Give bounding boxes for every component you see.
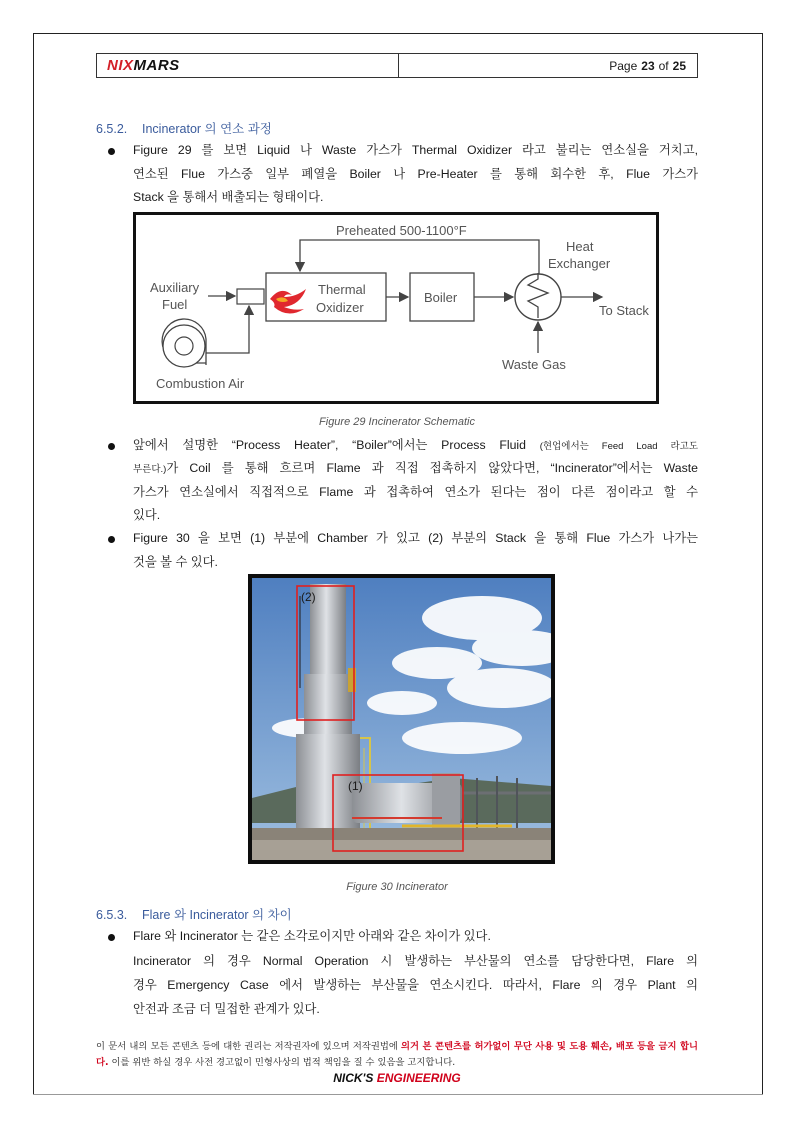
paragraph-bullet-2-line-4: 있다. bbox=[133, 508, 161, 522]
label-1: (1) bbox=[348, 779, 363, 793]
page-border-bottom bbox=[33, 1094, 763, 1095]
boiler-label: Boiler bbox=[424, 290, 458, 305]
section-heading-6-5-3 bbox=[96, 905, 292, 923]
brand-part-2: ENGINEERING bbox=[376, 1071, 461, 1085]
fan-icon bbox=[162, 319, 206, 367]
preheated-loop-arrow bbox=[300, 240, 539, 275]
fuel-label: Fuel bbox=[162, 297, 188, 312]
burner-nozzle bbox=[237, 289, 264, 304]
page-border-top bbox=[33, 33, 763, 34]
page-border-right bbox=[762, 33, 763, 1095]
paragraph-bullet-1-line-3: Stack 을 통해서 배출되는 형태이다. bbox=[133, 190, 324, 204]
page-label: Page bbox=[609, 58, 638, 73]
section-number: 6.5.2. bbox=[96, 122, 128, 136]
bullet-dot bbox=[108, 443, 115, 450]
heat-exchanger-icon bbox=[515, 273, 561, 320]
paragraph-section-2-line-3: 안전과 조금 더 밀접한 관계가 있다. bbox=[133, 1002, 320, 1016]
heat-label: Heat bbox=[566, 239, 594, 254]
copyright-notice bbox=[96, 1039, 698, 1071]
copyright-warning-b: 등을 금지 합니다. bbox=[96, 1041, 699, 1068]
section-title: Incinerator 의 연소 과정 bbox=[142, 122, 272, 136]
paragraph-bullet-1-line-1: Figure 29 를 보면 Liquid 나 Waste 가스가 Thermal Oxidizer 라고 불리는 연소실을 거치고, bbox=[133, 143, 698, 157]
footer-brand bbox=[96, 1071, 698, 1085]
paragraph-section-2-bullet: Flare 와 Incinerator 는 같은 소각로이지만 아래와 같은 차이가 있다. bbox=[133, 929, 491, 943]
incinerator-photo bbox=[248, 574, 555, 864]
incinerator-schematic-figure bbox=[133, 212, 659, 404]
page-border-left bbox=[33, 33, 34, 1095]
section-title: Flare 와 Incinerator 의 차이 bbox=[142, 908, 292, 922]
auxiliary-label: Auxiliary bbox=[150, 280, 200, 295]
incinerator-photo-illustration bbox=[252, 578, 551, 860]
waste-gas-label: Waste Gas bbox=[502, 357, 566, 372]
paragraph-bullet-2-line-3: 가스가 연소실에서 직접적으로 Flame 과 접촉하여 연소가 된다는 점이 다른 점이라고 할 수 bbox=[133, 485, 698, 499]
copyright-text-a: 이 문서 내의 모든 콘텐츠 등에 대한 권리는 저작권자에 있으며 저작권법에 bbox=[96, 1041, 402, 1052]
section-heading-6-5-2 bbox=[96, 119, 272, 137]
paragraph-section-2-line-2: 경우 Emergency Case 에서 발생하는 부산물을 연소시킨다. 따라서, Flare 의 경우 Plant 의 bbox=[133, 978, 698, 992]
combustion-air-label: Combustion Air bbox=[156, 376, 245, 391]
logo-cell bbox=[97, 54, 399, 77]
page-number bbox=[399, 54, 697, 77]
figure-30-caption: Figure 30 Incinerator bbox=[346, 881, 448, 893]
nixmars-logo: NIXMARS bbox=[107, 57, 180, 74]
combustion-air-arrow bbox=[206, 306, 249, 353]
bullet-2-text-b: 가 Coil 를 통해 흐르며 Flame 과 직접 접촉하지 않았다면, “Incinerator”에서는 Waste bbox=[166, 461, 698, 475]
bullet-dot bbox=[108, 934, 115, 941]
paragraph-bullet-2-line-2 bbox=[133, 457, 698, 482]
copyright-warning-a: 의거 본 콘텐츠를 허가없이 무단 사용 및 도용 훼손, 배포 bbox=[401, 1041, 634, 1052]
paragraph-section-2-line-1: Incinerator 의 경우 Normal Operation 시 발생하는 부산물의 연소를 담당한다면, Flare 의 bbox=[133, 954, 698, 968]
schematic-diagram bbox=[136, 215, 656, 401]
preheated-label: Preheated 500-1100°F bbox=[336, 223, 467, 238]
exchanger-label: Exchanger bbox=[548, 256, 611, 271]
oxidizer-label: Oxidizer bbox=[316, 300, 364, 315]
bullet-2-text-a: 앞에서 설명한 “Process Heater”, “Boiler”에서는 Process Fluid bbox=[133, 438, 526, 452]
to-stack-label: To Stack bbox=[599, 303, 649, 318]
section-number: 6.5.3. bbox=[96, 908, 128, 922]
page-of: of bbox=[658, 58, 669, 73]
bullet-dot bbox=[108, 536, 115, 543]
figure-29-caption: Figure 29 Incinerator Schematic bbox=[319, 416, 475, 428]
label-2: (2) bbox=[301, 590, 316, 604]
paragraph-bullet-3-line-2: 것을 볼 수 있다. bbox=[133, 555, 218, 569]
page-current: 23 bbox=[641, 58, 655, 73]
page-header bbox=[96, 53, 698, 78]
bullet-dot bbox=[108, 148, 115, 155]
copyright-text-b: 이를 위반 하실 경우 사전 경고없이 민형사상의 법적 책임을 질 수 있음을 고지합니다. bbox=[108, 1057, 456, 1068]
paragraph-bullet-3-line-1: Figure 30 을 보면 (1) 부분에 Chamber 가 있고 (2) 부분의 Stack 을 통해 Flue 가스가 나가는 bbox=[133, 531, 698, 545]
thermal-label: Thermal bbox=[318, 282, 366, 297]
page-total: 25 bbox=[672, 58, 686, 73]
paragraph-bullet-1-line-2: 연소된 Flue 가스중 일부 폐열을 Boiler 나 Pre-Heater 를 통해 회수한 후, Flue 가스가 bbox=[133, 167, 698, 181]
bullet-2-small-a: (현업에서는 Feed Load 라고도 bbox=[539, 441, 699, 452]
bullet-2-small-b: 부른다.) bbox=[133, 464, 167, 475]
brand-part-1: NICK'S bbox=[333, 1071, 377, 1085]
paragraph-bullet-2-line-1 bbox=[133, 434, 698, 459]
